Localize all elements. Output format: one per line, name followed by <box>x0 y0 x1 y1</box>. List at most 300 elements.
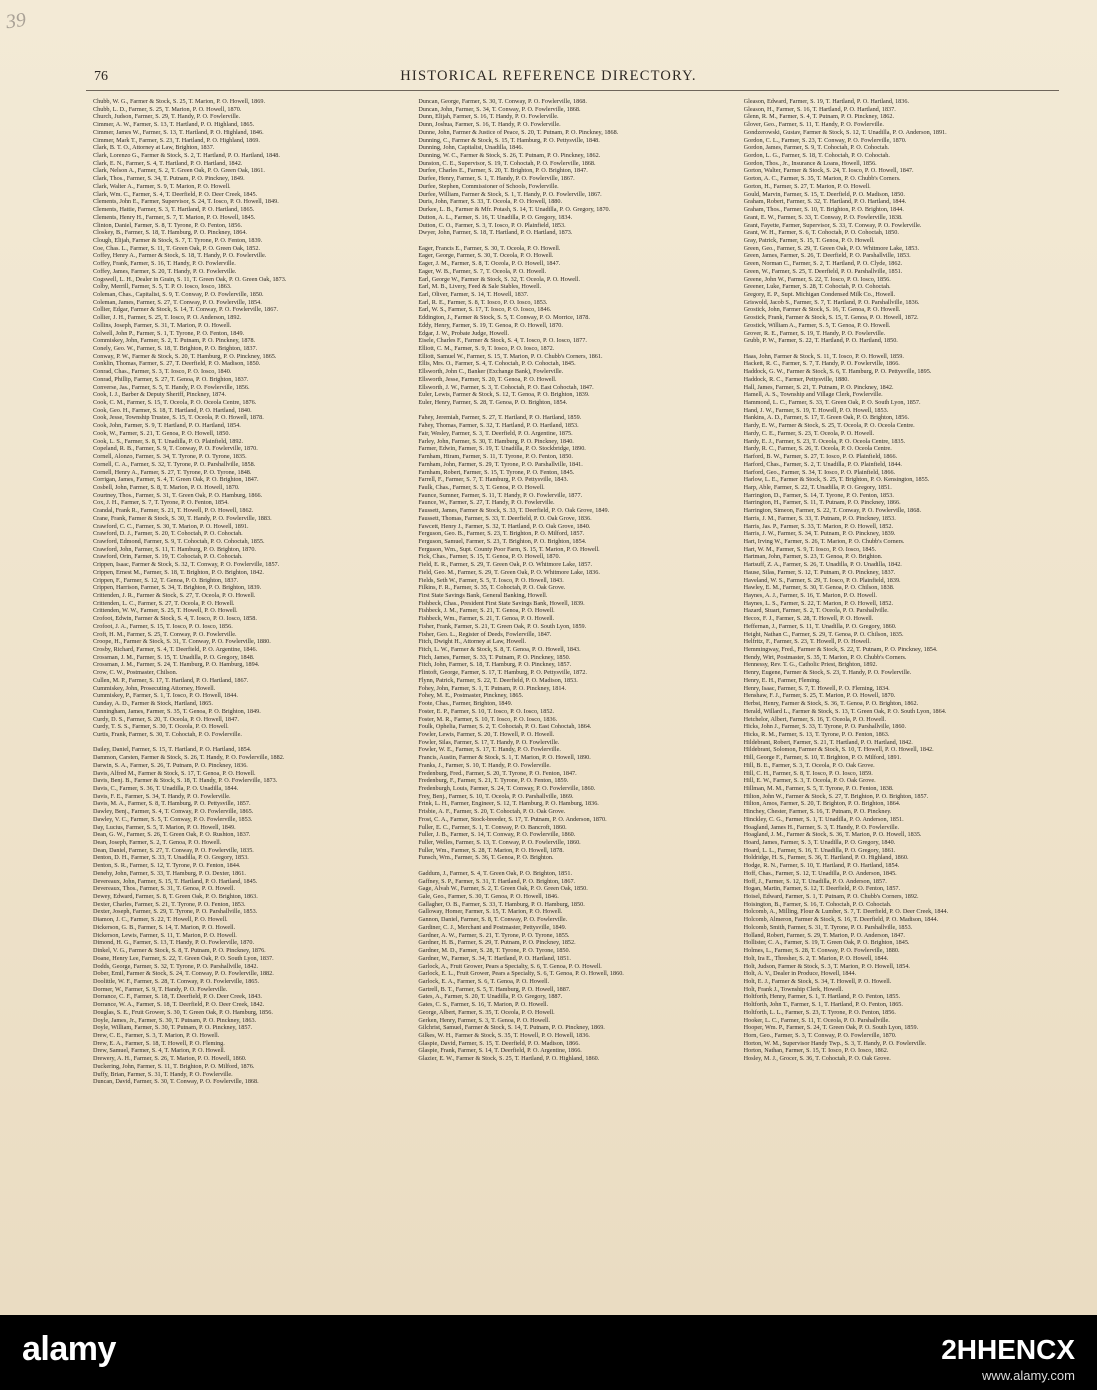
directory-entry: Cimmer, James W., Farmer, S. 13, T. Hartland, P. O. Highland, 1846. <box>93 128 264 136</box>
directory-entry: Gaffney, S. P., Farmer, S. 31, T. Hartland, P. O. Brighton, 1867. <box>418 877 576 885</box>
directory-entry: Hicks, R. M., Farmer, S. 13, T. Tyrone, P. O. Fenton, 1863. <box>743 730 890 738</box>
directory-entry: Ferguson, Samuel, Farmer, S. 23, T. Brighton, P. O. Brighton, 1854. <box>418 537 587 545</box>
directory-entry: Hardy, E. W., Farmer & Stock, S. 25, T. Oceola, P. O. Oceola Centre. <box>743 422 915 430</box>
directory-entry: Edgar, J. W., Probate Judge, Howell. <box>418 329 509 337</box>
directory-entry: Fawcett, Henry J., Farmer, S. 32, T. Hartland, P. O. Oak Grove, 1840. <box>418 522 591 530</box>
directory-entry: Gilchrist, Samuel, Farmer & Stock, S. 14, T. Putnam, P. O. Pinckney, 1869. <box>418 1024 605 1032</box>
directory-entry: Darwin, S. A., Farmer, S. 26, T. Putnam, P. O. Pinckney, 1836. <box>93 761 248 769</box>
column-1 <box>93 98 402 1308</box>
letter-gap <box>418 237 727 245</box>
directory-entry: Harris, J. M., Farmer, S. 33, T. Putnam, P. O. Pinckney, 1853. <box>743 514 896 522</box>
directory-entry: Field, Geo. M., Farmer, S. 29, T. Green Oak, P. O. Whitmore Lake, 1836. <box>418 568 600 576</box>
directory-entry: Collins, Joseph, Farmer, S. 31, T. Marion, P. O. Howell. <box>93 321 232 329</box>
directory-entry: Foulk, Ophelia, Farmer, S. 2, T. Cohoctah, P. O. East Cohoctah, 1864. <box>418 723 592 731</box>
directory-entry: Fuller, Wm., Farmer, S. 28, T. Marion, P. O. Howell, 1878. <box>418 846 564 854</box>
directory-entry: Farnham, John, Farmer, S. 29, T. Tyrone, P. O. Parshallville, 1841. <box>418 460 583 468</box>
directory-entry: Fuller, J. B., Farmer, S. 14, T. Conway, P. O. Fowlerville, 1860. <box>418 831 576 839</box>
directory-entry: Clark, E. N., Farmer, S. 4, T. Hartland, P. O. Hartland, 1842. <box>93 159 243 167</box>
directory-entry: Hoagland, J. M., Farmer & Stock, S. 36, T. Marion, P. O. Howell, 1835. <box>743 831 922 839</box>
directory-entry: Clark, Nelson A., Farmer, S. 2, T. Green Oak, P. O. Green Oak, 1861. <box>93 167 265 175</box>
directory-entry: Croope, H., Farmer & Stock, S. 31, T. Conway, P. O. Fowlerville, 1880. <box>93 638 271 646</box>
directory-entry: Eager, Francis E., Farmer, S. 30, T. Oceola, P. O. Howell. <box>418 244 561 252</box>
directory-entry: Harford, Geo., Farmer, S. 34, T. Iosco, P. O. Plainfield, 1866. <box>743 468 896 476</box>
directory-entry: Faussett, James, Farmer & Stock, S. 33, T. Deerfield, P. O. Oak Grove, 1849. <box>418 507 610 515</box>
directory-entry: Heffernan, J., Farmer, S. 11, T. Unadilla, P. O. Gregory, 1860. <box>743 622 897 630</box>
directory-entry: First State Savings Bank, General Banking, Howell. <box>418 592 548 599</box>
directory-entry: Cummiskey, John, Prosecuting Attorney, Howell. <box>93 684 216 692</box>
directory-entry: Gorton, H., Farmer, S. 27, T. Marion, P. O. Howell. <box>743 182 871 190</box>
directory-entry: Gates, C. S., Farmer, S. 16, T. Marion, P. O. Howell. <box>418 1001 549 1009</box>
directory-entry: Coleman, Chas., Capitalist, S. 9, T. Conway, P. O. Fowlerville, 1850. <box>93 290 264 298</box>
directory-entry: Davis, Benj. B., Farmer & Stock, S. 18, T. Handy, P. O. Fowlerville, 1873. <box>93 777 278 785</box>
directory-entry: Cunningham, James, Farmer, S. 35, T. Genoa, P. O. Brighton, 1849. <box>93 707 261 715</box>
directory-entry: Graham, Thos., Farmer, S. 10, T. Brighton, P. O. Brighton, 1844. <box>743 206 904 214</box>
directory-entry: Conklin, Thomas, Farmer, S. 27, T. Deerfield, P. O. Madison, 1850. <box>93 360 261 368</box>
directory-entry: Ellis, Mrs. O., Farmer, S. 4, T. Cohoctah, P. O. Cohoctah, 1845. <box>418 360 576 368</box>
directory-entry: Fredenburgh, Louis, Farmer, S. 24, T. Conway, P. O. Fowlerville, 1860. <box>418 784 596 792</box>
directory-entry: Francis, Austin, Farmer & Stock, S. 1, T. Marion, P. O. Howell, 1890. <box>418 754 591 762</box>
directory-entry: Cook, Jesse, Township Trustee, S. 15, T. Oceola, P. O. Howell, 1878. <box>93 414 264 422</box>
directory-entry: Helfritz, F., Farmer, S. 23, T. Howell, P. O. Howell. <box>743 638 871 646</box>
directory-entry: Gray, Patrick, Farmer, S. 15, T. Genoa, P. O. Howell. <box>743 236 875 244</box>
directory-entry: Conrad, Phillip, Farmer, S. 27, T. Genoa, P. O. Brighton, 1837. <box>93 375 249 383</box>
letter-gap <box>93 739 402 747</box>
directory-entry: Fowler, Lewis, Farmer, S. 20, T. Howell, P. O. Howell. <box>418 730 555 738</box>
directory-entry: Ellsworth, J. W., Farmer, S. 3, T. Cohoctah, P. O. East Cohoctah, 1847. <box>418 383 594 391</box>
directory-entry: Collier, J. H., Farmer, S. 25, T. Iosco, P. O. Anderson, 1892. <box>93 314 242 322</box>
directory-entry: Cornell, Alonzo, Farmer, S. 34, T. Tyrone, P. O. Tyrone, 1835. <box>93 453 247 461</box>
directory-entry: Dinkel, V. G., Farmer & Stock, S. 8, T. Putnam, P. O. Pinckney, 1876. <box>93 947 266 955</box>
directory-entry: Harp, Able, Farmer, S. 22, T. Unadilla, P. O. Gregory, 1851. <box>743 483 892 491</box>
directory-entry: Clements, Hattie, Farmer, S. 3, T. Hartland, P. O. Hartland, 1865. <box>93 206 255 214</box>
directory-entry: Duncan, George, Farmer, S. 30, T. Conway, P. O. Fowlerville, 1868. <box>418 98 587 105</box>
directory-entry: Gondzerowski, Gustav, Farmer & Stock, S. 12, T. Unadilla, P. O. Anderson, 1891. <box>743 128 947 136</box>
directory-entry: Gardner, A. W., Farmer, S. 21, T. Tyrone, P. O. Tyrone, 1855. <box>418 931 570 939</box>
directory-entry: Duncan, John, Farmer, S. 34, T. Conway, P. O. Fowlerville, 1868. <box>418 105 581 113</box>
directory-entry: Ellsworth, John C., Banker (Exchange Bank), Fowlerville. <box>418 368 564 376</box>
directory-entry: Holcomb, A., Milling, Flour & Lumber, S. 7, T. Deerfield, P. O. Deer Creek, 1844. <box>743 908 949 916</box>
directory-entry: Ellsworth, Jesse, Farmer, S. 20, T. Genoa, P. O. Howell. <box>418 375 557 383</box>
directory-entry: Coleman, James, Farmer, S. 27, T. Conway, P. O. Fowlerville, 1854. <box>93 298 262 306</box>
directory-entry: Dodds, George, Farmer, S. 32, T. Tyrone, P. O. Parshallville, 1842. <box>93 962 259 970</box>
directory-entry: Croft, H. M., Farmer, S. 25, T. Conway, P. O. Fowlerville. <box>93 630 237 638</box>
directory-entry: Coffey, James, Farmer, S. 20, T. Handy, P. O. Fowlerville. <box>93 267 237 275</box>
directory-entry: Greene, John W., Farmer, S. 22, T. Iosco, P. O. Iosco, 1856. <box>743 275 891 283</box>
page-number: 76 <box>94 69 108 84</box>
directory-entry: Gordon, James, Farmer, S. 9, T. Cohoctah, P. O. Cohoctah. <box>743 144 890 152</box>
directory-entry: Earl, George W., Farmer & Stock, S. 32, T. Oceola, P. O. Howell. <box>418 275 581 283</box>
directory-entry: Hooker, L. C., Farmer, S. 11, T. Oceola, P. O. Parshallville. <box>743 1016 890 1024</box>
directory-entry: Crippen, Ernest M., Farmer, S. 18, T. Brighton, P. O. Brighton, 1842. <box>93 568 264 576</box>
directory-entry: Garlock, A., Fruit Grower, Pears a Specialty, S. 6, T. Genoa, P. O. Howell. <box>418 962 602 970</box>
directory-entry: Gleason, Edward, Farmer, S. 19, T. Hartland, P. O. Hartland, 1836. <box>743 98 910 105</box>
directory-entry: Fishbeck, Chas., President First State Savings Bank, Howell, 1839. <box>418 599 585 607</box>
directory-entry: Hill, George F., Farmer, S. 10, T. Brighton, P. O. Milford, 1891. <box>743 754 902 762</box>
directory-entry: Dawley, V. C., Farmer, S. 5, T. Conway, P. O. Fowlerville, 1853. <box>93 815 253 823</box>
directory-entry: Haas, John, Farmer & Stock, S. 11, T. Iosco, P. O. Howell, 1859. <box>743 352 904 360</box>
directory-entry: Day, Lucius, Farmer, S. 5, T. Marion, P. O. Howell, 1849. <box>93 823 236 831</box>
directory-entry: Grant, E. W., Farmer, S. 33, T. Conway, P. O. Fowlerville, 1838. <box>743 213 903 221</box>
directory-entry: Fitch, John, Farmer, S. 18, T. Hamburg, P. O. Pinckney, 1857. <box>418 661 572 669</box>
directory-entry: Chubb, W. G., Farmer & Stock, S. 25, T. Marion, P. O. Howell, 1869. <box>93 98 265 105</box>
directory-entry: Fitch, James, Farmer, S. 33, T. Putnam, P. O. Pinckney, 1850. <box>418 653 571 661</box>
directory-entry: Eager, W. B., Farmer, S. 7, T. Oceola, P. O. Howell. <box>418 267 547 275</box>
directory-entry: Hecox, F. J., Farmer, S. 28, T. Howell, P. O. Howell. <box>743 615 874 623</box>
directory-entry: Hoard, L. L., Farmer, S. 16, T. Unadilla, P. O. Gregory, 1861. <box>743 846 896 854</box>
directory-entry: Hoagland, James H., Farmer, S. 3, T. Handy, P. O. Fowlerville. <box>743 823 899 831</box>
directory-entry: Durkee, L. B., Farmer & Mfr. Potash, S. 14, T. Unadilla, P. O. Gregory, 1870. <box>418 206 611 214</box>
directory-entry: Fick, Chas., Farmer, S. 15, T. Genoa, P. O. Howell, 1870. <box>418 553 561 561</box>
directory-entry: Ferguson, Wm., Supt. County Poor Farm, S. 15, T. Marion, P. O. Howell. <box>418 545 600 553</box>
directory-entry: Fair, Wesley, Farmer, S. 3, T. Deerfield, P. O. Argentine, 1875. <box>418 429 573 437</box>
directory-entry: Hartman, John, Farmer, S. 23, T. Genoa, P. O. Brighton. <box>743 553 883 561</box>
directory-entry: Dean, Joseph, Farmer, S. 2, T. Genoa, P. O. Howell. <box>93 839 222 846</box>
directory-entry: Gordon, C. L., Farmer, S. 23, T. Conway, P. O. Fowlerville, 1870. <box>743 136 907 144</box>
directory-entry: Crippen, Isaac, Farmer & Stock, S. 32, T. Conway, P. O. Fowlerville, 1857. <box>93 561 280 569</box>
directory-entry: Hildebrant, Solomon, Farmer & Stock, S. 10, T. Howell, P. O. Howell, 1842. <box>743 746 934 754</box>
directory-entry: Crittenden, L. C., Farmer, S. 27, T. Oceola, P. O. Howell. <box>93 599 235 607</box>
directory-entry: Flynn, Patrick, Farmer, S. 22, T. Deerfield, P. O. Madison, 1853. <box>418 676 578 684</box>
directory-entry: Church, Judson, Farmer, S. 29, T. Handy, P. O. Fowlerville. <box>93 113 241 121</box>
directory-entry: Henshaw, F. J., Farmer, S. 25, T. Marion, P. O. Howell, 1870. <box>743 692 896 700</box>
directory-entry: Grostick, Frank, Farmer & Stock, S. 15, T. Genoa, P. O. Howell, 1872. <box>743 314 919 322</box>
directory-entry: Flintoft, George, Farmer, S. 17, T. Hamburg, P. O. Pettysville, 1872. <box>418 669 587 677</box>
directory-entry: Fredenburg, Fred., Farmer, S. 20, T. Tyrone, P. O. Fenton, 1847. <box>418 769 577 777</box>
directory-entry: Denton, D. H., Farmer, S. 33, T. Unadilla, P. O. Gregory, 1853. <box>93 854 249 862</box>
directory-entry: Gerken, Henry, Farmer, S. 3, T. Genoa, P. O. Howell. <box>418 1016 550 1024</box>
directory-entry: Hall, James, Farmer, S. 21, T. Putnam, P. O. Pinckney, 1842. <box>743 383 894 391</box>
directory-entry: Euler, Henry, Farmer, S. 28, T. Genoa, P. O. Brighton, 1854. <box>418 399 568 407</box>
directory-entry: Hilton, John W., Farmer & Stock, S. 27, T. Brighton, P. O. Brighton, 1857. <box>743 792 929 800</box>
directory-entry: Dickerson, Lewis, Farmer, S. 11, T. Marion, P. O. Howell. <box>93 931 237 939</box>
directory-entry: Ferguson, Geo. B., Farmer, S. 23, T. Brighton, P. O. Milford, 1857. <box>418 530 585 538</box>
directory-entry: Earl, W. S., Farmer, S. 17, T. Iosco, P. O. Iosco, 1846. <box>418 306 552 314</box>
directory-entry: Dailey, Daniel, Farmer, S. 15, T. Hartland, P. O. Hartland, 1854. <box>93 746 252 754</box>
directory-entry: Foote, Chas., Farmer, Brighton, 1849. <box>418 700 513 708</box>
directory-entry: Cosbell, John, Farmer, S. 8, T. Marion, P. O. Howell, 1870. <box>93 483 240 491</box>
directory-entry: Hammond, L. C., Farmer, S. 33, T. Green Oak, P. O. South Lyon, 1857. <box>743 399 921 407</box>
directory-entry: Hazard, Stuart, Farmer, S. 2, T. Oceola, P. O. Parshallville. <box>743 607 889 615</box>
directory-entry: Glazier, E. W., Farmer & Stock, S. 25, T. Hartland, P. O. Highland, 1860. <box>418 1055 600 1063</box>
directory-entry: Hinchey, Chester, Farmer, S. 16, T. Putnam, P. O. Pinckney. <box>743 808 892 816</box>
directory-entry: Crawford, Edmond, Farmer, S. 9, T. Cohoctah, P. O. Cohoctah, 1855. <box>93 537 265 545</box>
directory-entry: Durfee, Stephen, Commissioner of Schools, Fowlerville. <box>418 182 559 190</box>
directory-entry: Horn, Geo., Farmer, S. 3, T. Conway, P. O. Fowlerville, 1870. <box>743 1031 897 1039</box>
directory-entry: Cook, John, Farmer, S. 9, T. Hartland, P. O. Hartland, 1854. <box>93 422 241 430</box>
directory-entry: Earl, Oliver, Farmer, S. 14, T. Howell, 1837. <box>418 290 529 298</box>
column-3 <box>744 98 1053 1308</box>
directory-entry: Hart, W. M., Farmer, S. 9, T. Iosco, P. O. Iosco, 1845. <box>743 545 877 553</box>
directory-entry: Fishbeck, Wm., Farmer, S. 21, T. Genoa, P. O. Howell. <box>418 615 555 623</box>
directory-entry: Hicks, John J., Farmer, S. 33, T. Tyrone, P. O. Parshallville, 1860. <box>743 723 907 731</box>
directory-entry: Gorton, Walter, Farmer & Stock, S. 24, T. Iosco, P. O. Howell, 1847. <box>743 167 914 175</box>
directory-entry: Gould, Marvin, Farmer, S. 15, T. Deerfield, P. O. Madison, 1850. <box>743 190 905 198</box>
directory-entry: Fisher, Frank, Farmer, S. 21, T. Green Oak, P. O. South Lyon, 1859. <box>418 622 587 630</box>
directory-entry: Crittenden, J. R., Farmer & Stock, S. 27, T. Oceola, P. O. Howell. <box>93 592 256 599</box>
directory-entry: Gordon, L. G., Farmer, S. 18, T. Cohoctah, P. O. Cohoctah. <box>743 152 890 160</box>
directory-entry: Crandal, Frank R., Farmer, S. 21, T. Howell, P. O. Howell, 1862. <box>93 507 254 515</box>
directory-entry: Gregory, E. P., Supt. Michigan Condensed Milk Co., Howell. <box>743 290 896 298</box>
directory-entry: Gilkes, W. H., Farmer & Stock, S. 35, T. Howell, P. O. Howell, 1836. <box>418 1031 590 1039</box>
directory-entry: Crofoot, J. A., Farmer, S. 15, T. Iosco, P. O. Iosco, 1856. <box>93 622 233 630</box>
directory-entry: Foster, M. R., Farmer, S. 10, T. Iosco, P. O. Iosco, 1836. <box>418 715 558 723</box>
directory-entry: Grover, R. E., Farmer, S. 19, T. Handy, P. O. Fowlerville. <box>743 329 886 337</box>
directory-entry: Hildebrant, Robert, Farmer, S. 21, T. Hartland, P. O. Hartland, 1842. <box>743 738 913 746</box>
directory-entry: Haynes, A. J., Farmer, S. 16, T. Marion, P. O. Howell. <box>743 592 877 599</box>
directory-entry: Crawford, C. C., Farmer, S. 30, T. Marion, P. O. Howell, 1891. <box>93 522 249 530</box>
directory-entry: Dutton, A. L., Farmer, S. 16, T. Unadilla, P. O. Gregory, 1834. <box>418 213 573 221</box>
directory-entry: Holcomb, Smith, Farmer, S. 31, T. Tyrone, P. O. Parshallville, 1853. <box>743 923 913 931</box>
directory-entry: Holt, Judson, Farmer & Stock, S. 3, T. Marion, P. O. Howell, 1854. <box>743 962 910 970</box>
directory-entry: Devereaux, John, Farmer, S. 15, T. Hartland, P. O. Hartland, 1845. <box>93 877 258 885</box>
directory-entry: Gates, A., Farmer, S. 20, T. Unadilla, P. O. Gregory, 1887. <box>418 993 563 1001</box>
directory-entry: Height, Nathan C., Farmer, S. 29, T. Genoa, P. O. Chilson, 1835. <box>743 630 904 638</box>
directory-entry: Holtforth, John T., Farmer, S. 1, T. Hartland, P. O. Fenton, 1865. <box>743 1001 903 1009</box>
directory-entry: Gleason, H., Farmer, S. 16, T. Hartland, P. O. Hartland, 1837. <box>743 105 896 113</box>
directory-entry: Hetchelor, Albert, Farmer, S. 16, T. Oceola, P. O. Howell. <box>743 715 887 723</box>
directory-entry: Gardner, H. B., Farmer, S. 29, T. Putnam, P. O. Pinckney, 1852. <box>418 939 576 947</box>
directory-entry: Hoard, James, Farmer, S. 3, T. Unadilla, P. O. Gregory, 1840. <box>743 839 896 846</box>
directory-entry: Earl, R. E., Farmer, S. 8, T. Iosco, P. O. Iosco, 1853. <box>418 298 548 306</box>
directory-entry: Holtforth, Henry, Farmer, S. 1, T. Hartland, P. O. Fenton, 1855. <box>743 993 901 1001</box>
directory-entry: Eddington, J., Farmer & Stock, S. 5, T. Conway, P. O. Morrice, 1878. <box>418 314 590 322</box>
directory-entry: Courtney, Thos., Farmer, S. 31, T. Green Oak, P. O. Hamburg, 1866. <box>93 491 263 499</box>
directory-entry: Drewery, A. H., Farmer, S. 26, T. Marion, P. O. Howell, 1860. <box>93 1055 247 1063</box>
directory-entry: Dunning, C., Farmer & Stock, S. 15, T. Hamburg, P. O. Pettysville, 1848. <box>418 136 600 144</box>
directory-entry: Galloway, Homer, Farmer, S. 15, T. Marion, P. O. Howell. <box>418 908 563 916</box>
directory-entry: Hilton, Amos, Farmer, S. 20, T. Brighton, P. O. Brighton, 1864. <box>743 800 901 808</box>
directory-entry: Holmes, L., Farmer, S. 28, T. Conway, P. O. Fowlerville, 1880. <box>743 947 900 955</box>
directory-entry: Fowler, Silas, Farmer, S. 17, T. Handy, P. O. Fowlerville. <box>418 738 560 746</box>
directory-entry: Eager, J. M., Farmer, S. 8, T. Oceola, P. O. Howell, 1847. <box>418 260 561 268</box>
directory-entry: Clough, Elijah, Farmer & Stock, S. 7, T. Tyrone, P. O. Fenton, 1839. <box>93 236 263 244</box>
directory-entry: Dewey, Edward, Farmer, S. 8, T. Green Oak, P. O. Brighton, 1863. <box>93 893 258 901</box>
page-title: HISTORICAL REFERENCE DIRECTORY. <box>400 68 697 84</box>
directory-entry: Faussett, Thomas, Farmer, S. 33, T. Deerfield, P. O. Oak Grove, 1836. <box>418 514 592 522</box>
directory-entry: Hankins, A. D., Farmer, S. 17, T. Green Oak, P. O. Brighton, 1856. <box>743 414 910 422</box>
directory-entry: Gage, Alvah W., Farmer, S. 2, T. Green Oak, P. O. Green Oak, 1850. <box>418 885 588 893</box>
directory-entry: Elliott, Samuel W., Farmer, S. 15, T. Marion, P. O. Chubb's Corners, 1861. <box>418 352 603 360</box>
directory-entry: Farnham, Robert, Farmer, S. 15, T. Tyrone, P. O. Fenton, 1845. <box>418 468 575 476</box>
directory-entry: Doyle, James, Jr., Farmer, S. 30, T. Putnam, P. O. Pinckney, 1863. <box>93 1016 257 1024</box>
directory-entry: Crippen, F., Farmer, S. 12, T. Genoa, P. O. Brighton, 1837. <box>93 576 239 584</box>
directory-entry: Conely, Geo. W., Farmer, S. 18, T. Brighton, P. O. Brighton, 1837. <box>93 345 258 352</box>
directory-entry: Frink, L. H., Farmer, Engineer, S. 12, T. Hamburg, P. O. Hamburg, 1836. <box>418 800 599 808</box>
directory-entry: Hosley, M. J., Grocer, S. 36, T. Cohoctah, P. O. Oak Grove. <box>743 1055 891 1063</box>
directory-entry: Gallagher, O. B., Farmer, S. 33, T. Hamburg, P. O. Hamburg, 1850. <box>418 900 585 908</box>
letter-gap <box>418 407 727 415</box>
directory-entry: Drew, Samuel, Farmer, S. 4, T. Marion, P. O. Howell. <box>93 1047 226 1055</box>
directory-entry: Crosby, Richard, Farmer, S. 4, T. Deerfield, P. O. Argentine, 1846. <box>93 646 258 654</box>
directory-entry: Hogan, Martin, Farmer, S. 12, T. Deerfield, P. O. Fenton, 1857. <box>743 885 901 893</box>
directory-entry: Crawford, D. J., Farmer, S. 20, T. Cohoctah, P. O. Cohoctah. <box>93 530 243 538</box>
directory-entry: Faulk, Chas., Farmer, S. 3, T. Genoa, P. O. Howell. <box>418 483 545 491</box>
directory-columns <box>93 98 1053 1308</box>
directory-entry: Colby, Merrill, Farmer, S. 5, T. P. O. Iosco, Iosco, 1863. <box>93 283 232 291</box>
directory-entry: Doyle, William, Farmer, S. 30, T. Putnam, P. O. Pinckney, 1857. <box>93 1024 253 1032</box>
directory-entry: Grubb, P. W., Farmer, S. 22, T. Hartland, P. O. Hartland, 1850. <box>743 337 898 345</box>
directory-entry: Crossman, J. M., Farmer, S. 15, T. Unadilla, P. O. Gregory, 1848. <box>93 653 255 661</box>
directory-entry: Gordon, Thos., Jr., Insurance & Loans, Howell, 1856. <box>743 159 877 167</box>
directory-entry: Dormer, W., Farmer, S. 9, T. Handy, P. O. Fowlerville. <box>93 985 228 993</box>
directory-entry: Grant, Fayette, Farmer, Supervisor, S. 33, T. Conway, P. O. Fowlerville. <box>743 221 922 229</box>
directory-entry: Harford, B. W., Farmer, S. 27, T. Iosco, P. O. Plainfield, 1866. <box>743 453 898 461</box>
directory-entry: Earl, M. B., Livery, Feed & Sale Stables, Howell. <box>418 283 542 291</box>
directory-entry: Gardiner, C. J., Merchant and Postmaster, Pettysville, 1849. <box>418 923 567 931</box>
directory-entry: Dunston, C. E., Supervisor, S. 19, T. Cohoctah, P. O. Fowlerville, 1868. <box>418 159 596 167</box>
directory-entry: Farnham, Hiram, Farmer, S. 11, T. Tyrone, P. O. Fenton, 1850. <box>418 453 573 461</box>
directory-entry: Eddy, Henry, Farmer, S. 19, T. Genoa, P. O. Howell, 1870. <box>418 321 563 329</box>
directory-entry: Elliott, C. M., Farmer, S. 9, T. Iosco, P. O. Iosco, 1872. <box>418 345 555 352</box>
directory-entry: Cummiskey, P., Farmer, S. 1, T. Iosco, P. O. Howell, 1844. <box>93 692 238 700</box>
directory-entry: Cimmer, A. W., Farmer, S. 13, T. Hartland, P. O. Highland, 1865. <box>93 121 255 129</box>
directory-entry: Funsch, Wm., Farmer, S. 36, T. Genoa, P. O. Brighton. <box>418 854 554 862</box>
directory-entry: Harris, J. W., Farmer, S. 34, T. Putnam, P. O. Pinckney, 1839. <box>743 530 896 538</box>
directory-entry: Hand, J. W., Farmer, S. 19, T. Howell, P. O. Howell, 1853. <box>743 406 889 414</box>
directory-entry: Faunce, Sumner, Farmer, S. 11, T. Handy, P. O. Fowlerville, 1877. <box>418 491 583 499</box>
directory-entry: Fields, Seth W., Farmer, S. 5, T. Iosco, P. O. Howell, 1843. <box>418 576 564 584</box>
directory-entry: Field, E. R., Farmer, S. 29, T. Green Oak, P. O. Whitmore Lake, 1857. <box>418 561 592 569</box>
directory-entry: Hillman, M. M., Farmer, S. 5, T. Tyrone, P. O. Fenton, 1838. <box>743 784 894 792</box>
directory-entry: Hodge, R. N., Farmer, S. 10, T. Hartland, P. O. Hartland, 1854. <box>743 862 900 870</box>
directory-entry: Hinckley, C. G., Farmer, S. 1, T. Unadilla, P. O. Anderson, 1851. <box>743 815 904 823</box>
directory-entry: Gaddum, J., Farmer, S. 4, T. Green Oak, P. O. Brighton, 1851. <box>418 869 573 877</box>
directory-entry: Fahey, Jeremiah, Farmer, S. 27, T. Hartland, P. O. Hartland, 1859. <box>418 414 582 422</box>
directory-entry: Fisher, Geo. L., Register of Deeds, Fowlerville, 1847. <box>418 630 552 638</box>
directory-entry: Crippen, Harrison, Farmer, S. 34, T. Brighton, P. O. Brighton, 1839. <box>93 584 262 592</box>
directory-entry: Hoisington, B., Farmer, S. 16, T. Cohoctah, P. O. Cohoctah. <box>743 900 892 908</box>
directory-entry: Cornell, C. A., Farmer, S. 32, T. Tyrone, P. O. Parshallville, 1858. <box>93 460 256 468</box>
directory-entry: Hackett, R. C., Farmer, S. 7, T. Handy, P. O. Fowlerville, 1866. <box>743 360 900 368</box>
directory-entry: Grostick, John, Farmer & Stock, S. 16, T. Genoa, P. O. Howell. <box>743 306 901 314</box>
directory-entry: Hendy, Wirt, Postmaster, S. 35, T. Marion, P. O. Chubb's Corners. <box>743 653 907 661</box>
directory-entry: Crittenden, W. W., Farmer, S. 25, T. Howell, P. O. Howell. <box>93 607 238 615</box>
directory-entry: Graham, Robert, Farmer, S. 32, T. Hartland, P. O. Hartland, 1844. <box>743 198 907 206</box>
directory-entry: Euler, Lewis, Farmer & Stock, S. 12, T. Genoa, P. O. Brighton, 1839. <box>418 391 590 399</box>
directory-entry: Cunday, A. D., Farmer & Stock, Hartland, 1865. <box>93 700 213 708</box>
directory-entry: Harlow, L. E., Farmer & Stock, S. 25, T. Brighton, P. O. Kensington, 1855. <box>743 476 930 484</box>
directory-entry: Dexter, Charles, Farmer, S. 21, T. Tyrone, P. O. Fenton, 1853. <box>93 900 246 908</box>
directory-entry: George, Albert, Farmer, S. 35, T. Oceola, P. O. Howell. <box>418 1008 555 1016</box>
directory-entry: Douglas, S. E., Fruit Grower, S. 30, T. Green Oak, P. O. Hamburg, 1856. <box>93 1008 273 1016</box>
directory-entry: Holt, A. V., Dealer in Produce, Howell, 1844. <box>743 970 857 978</box>
directory-entry: Haynes, L. S., Farmer, S. 22, T. Marion, P. O. Howell, 1852. <box>743 599 894 607</box>
directory-entry: Dunn, Joshua, Farmer, S. 16, T. Handy, P. O. Fowlerville. <box>418 121 561 129</box>
directory-entry: Davis, M. A., Farmer, S. 8, T. Hamburg, P. O. Pettysville, 1857. <box>93 800 251 808</box>
directory-entry: Davis, F. E., Farmer, S. 34, T. Handy, P. O. Fowlerville. <box>93 792 231 800</box>
directory-entry: Gale, Geo., Farmer, S. 30, T. Genoa, P. O. Howell, 1846. <box>418 893 559 901</box>
directory-entry: Duris, John, Farmer, S. 33, T. Oceola, P. O. Howell, 1880. <box>418 198 563 206</box>
directory-entry: Harrington, D., Farmer, S. 14, T. Tyrone, P. O. Fenton, 1853. <box>743 491 894 499</box>
directory-entry: Durfee, Henry, Farmer, S. 1, T. Handy, P. O. Fowlerville, 1867. <box>418 175 575 183</box>
directory-entry: Cimmer, Mark T., Farmer, S. 23, T. Hartland, P. O. Highland, 1869. <box>93 136 260 144</box>
directory-entry: Haveland, W. S., Farmer, S. 29, T. Iosco, P. O. Plainfield, 1839. <box>743 576 901 584</box>
directory-entry: Grant, W. H., Farmer, S. 6, T. Cohoctah, P. O. Cohoctah, 1850. <box>743 229 899 237</box>
directory-entry: Hause, Silas, Farmer, S. 12, T. Putnam, P. O. Pinckney, 1837. <box>743 568 896 576</box>
directory-entry: Hill, E. W., Farmer, S. 3, T. Oceola, P. O. Oak Grove. <box>743 777 876 785</box>
directory-entry: Hemmingway, Fred., Farmer & Stock, S. 22, T. Putnam, P. O. Pinckney, 1854. <box>743 646 938 654</box>
directory-entry: Cogswell, L. H., Dealer in Grain, S. 11, T. Green Oak, P. O. Green Oak, 1873. <box>93 275 287 283</box>
directory-entry: Cook, C. M., Farmer, S. 15, T. Oceola, P. O. Oceola Centre, 1876. <box>93 399 257 407</box>
watermark-band <box>0 1315 1097 1390</box>
directory-entry: Harris, Jas. P., Farmer, S. 33, T. Marion, P. O. Howell, 1852. <box>743 522 894 530</box>
directory-entry: Henry, Isaac, Farmer, S. 7, T. Howell, P. O. Fleming, 1834. <box>743 684 890 692</box>
directory-entry: Hill, C. H., Farmer, S. 8, T. Iosco, P. O. Iosco, 1859. <box>743 769 873 777</box>
directory-entry: Green, Norman C., Farmer, S. 2, T. Hartland, P. O. Clyde, 1862. <box>743 260 903 268</box>
directory-entry: Filkins, F. R., Farmer, S. 35, T. Cohoctah, P. O. Oak Grove. <box>418 584 566 592</box>
directory-entry: Drew, E. A., Farmer, S. 18, T. Howell, P. O. Fleming. <box>93 1039 225 1047</box>
directory-entry: Harrington, Simeon, Farmer, S. 22, T. Conway, P. O. Fowlerville, 1868. <box>743 507 921 515</box>
directory-entry: Holland, Robert, Farmer, S. 29, T. Marion, P. O. Anderson, 1847. <box>743 931 905 939</box>
directory-entry: Corrigan, James, Farmer, S. 4, T. Green Oak, P. O. Brighton, 1847. <box>93 476 259 484</box>
directory-entry: Curtis, Frank, Farmer, S. 30, T. Cohoctah, P. O. Fowlerville. <box>93 730 242 738</box>
directory-entry: Dexter, Joseph, Farmer, S. 29, T. Tyrone, P. O. Parshallville, 1853. <box>93 908 258 916</box>
directory-entry: Hill, B. E., Farmer, S. 3, T. Oceola, P. O. Oak Grove. <box>743 761 875 769</box>
directory-entry: Coffey, Frank, Farmer, S. 16, T. Handy, P. O. Fowlerville. <box>93 260 236 268</box>
directory-entry: Fowler, W. E., Farmer, S. 17, T. Handy, P. O. Fowlerville. <box>418 746 561 754</box>
pencil-mark: 39 <box>4 8 28 34</box>
directory-entry: Colwell, John P., Farmer, S. 1, T. Tyrone, P. O. Fenton, 1849. <box>93 329 245 337</box>
directory-entry: Harrington, H., Farmer, S. 11, T. Putnam, P. O. Pinckney, 1866. <box>743 499 901 507</box>
directory-entry: Durfee, William, Farmer & Stock, S. 1, T. Handy, P. O. Fowlerville, 1867. <box>418 190 602 198</box>
directory-entry: Fahey, Thomas, Farmer, S. 32, T. Hartland, P. O. Hartland, 1853. <box>418 422 579 430</box>
directory-entry: Cullen, M. P., Farmer, S. 17, T. Hartland, P. O. Hartland, 1867. <box>93 676 249 684</box>
directory-entry: Haddock, R. C., Farmer, Pettysville, 1880. <box>743 375 849 383</box>
directory-entry: Clark, Thos., Farmer, S. 34, T. Putnam, P. O. Pinckney, 1849. <box>93 175 245 183</box>
directory-entry: Grostick, William A., Farmer, S. 5, T. Genoa, P. O. Howell. <box>743 321 891 329</box>
directory-entry: Crossman, J. M., Farmer, S. 24, T. Hamburg, P. O. Hamburg, 1894. <box>93 661 260 669</box>
directory-entry: Dunn, Elijah, Farmer, S. 16, T. Handy, P. O. Fowlerville. <box>418 113 559 121</box>
directory-entry: Crow, C. W., Postmaster, Chilson. <box>93 669 178 677</box>
directory-entry: Closkey, B., Farmer, S. 18, T. Hamburg, P. O. Pinckney, 1864. <box>93 229 247 237</box>
directory-entry: Cook, W., Farmer, S. 21, T. Genoa, P. O. Howell, 1850. <box>93 429 231 437</box>
directory-entry: Hamell, A. S., Township and Village Clerk, Fowlerville. <box>743 391 883 399</box>
directory-entry: Cook, Geo. H., Farmer, S. 18, T. Hartland, P. O. Hartland, 1840. <box>93 406 252 414</box>
directory-entry: Davis, Alfred M., Farmer & Stock, S. 17, T. Genoa, P. O. Howell. <box>93 769 256 777</box>
directory-entry: Crawford, Orin, Farmer, S. 19, T. Cohoctah, P. O. Cohoctah. <box>93 553 243 561</box>
directory-entry: Eisele, Charles F., Farmer & Stock, S. 4, T. Iosco, P. O. Iosco, 1877. <box>418 337 587 345</box>
directory-entry: Denehy, John, Farmer, S. 33, T. Hamburg, P. O. Dexter, 1861. <box>93 869 246 877</box>
directory-entry: Gartrell, B. T., Farmer, S. 5, T. Hamburg, P. O. Howell, 1887. <box>418 985 571 993</box>
directory-entry: Frisbie, A. F., Farmer, S. 20, T. Cohoctah, P. O. Oak Grove. <box>418 808 566 816</box>
letter-gap <box>418 862 727 870</box>
directory-entry: Fohey, M. E., Postmaster, Pinckney, 1865. <box>418 692 524 700</box>
directory-entry: Farrell, F., Farmer, S. 7, T. Hamburg, P. O. Pettysville, 1843. <box>418 476 569 484</box>
directory-entry: Gardner, W., Farmer, S. 34, T. Hartland, P. O. Hartland, 1851. <box>418 954 571 962</box>
directory-entry: Holtforth, L. L., Farmer, S. 23, T. Tyrone, P. O. Fenton, 1856. <box>743 1008 896 1016</box>
directory-entry: Green, W., Farmer, S. 25, T. Deerfield, P. O. Parshallville, 1851. <box>743 267 903 275</box>
directory-entry: Hennessy, Rev. T. G., Catholic Priest, Brighton, 1892. <box>743 661 878 669</box>
directory-entry: Davis, C., Farmer, S. 36, T. Unadilla, P. O. Unadilla, 1844. <box>93 784 239 792</box>
directory-entry: Glenn, R. M., Farmer, S. 4, T. Putnam, P. O. Pinckney, 1862. <box>743 113 895 121</box>
directory-entry: Fohey, John, Farmer, S. 1, T. Putnam, P. O. Pinckney, 1814. <box>418 684 567 692</box>
directory-entry: Collier, Edgar, Farmer & Stock, S. 14, T. Conway, P. O. Fowlerville, 1867. <box>93 306 278 314</box>
directory-entry: Glaspie, Frank, Farmer, S. 14, T. Deerfield, P. O. Argentine, 1866. <box>418 1047 582 1055</box>
directory-entry: Frey, Benj., Farmer, S. 10, T. Oceola, P. O. Parshallville, 1869. <box>418 792 574 800</box>
directory-entry: Commiskey, John, Farmer, S. 2, T. Putnam, P. O. Pinckney, 1878. <box>93 337 256 345</box>
directory-entry: Cook, I. J., Barber & Deputy Sheriff, Pinckney, 1874. <box>93 391 227 399</box>
directory-entry: Green, James, Farmer, S. 26, T. Deerfield, P. O. Parshallville, 1853. <box>743 252 911 260</box>
directory-entry: Dutton, C. O., Farmer, S. 3, T. Iosco, P. O. Plainfield, 1853. <box>418 221 566 229</box>
directory-entry: Griswold, Jacob S., Farmer, S. 7, T. Hartland, P. O. Parshallville, 1836. <box>743 298 920 306</box>
directory-entry: Dunne, John, Farmer & Justice of Peace, S. 20, T. Putnam, P. O. Pinckney, 1868. <box>418 128 619 136</box>
directory-entry: Clark, Lorenzo G., Farmer & Stock, S. 2, T. Hartland, P. O. Hartland, 1848. <box>93 152 280 160</box>
directory-entry: Haddock, G. W., Farmer & Stock, S. 6, T. Hamburg, P. O. Pettysville, 1895. <box>743 368 932 376</box>
directory-entry: Coffey, Henry A., Farmer & Stock, S. 18, T. Handy, P. O. Fowlerville. <box>93 252 267 260</box>
directory-entry: Dorrance, C. F., Farmer, S. 18, T. Deerfield, P. O. Deer Creek, 1843. <box>93 993 262 1001</box>
directory-entry: Curdy, D. S., Farmer, S. 20, T. Oceola, P. O. Howell, 1847. <box>93 715 239 723</box>
directory-entry: Conway, P. W., Farmer & Stock, S. 20, T. Hamburg, P. O. Pinckney, 1865. <box>93 352 277 360</box>
